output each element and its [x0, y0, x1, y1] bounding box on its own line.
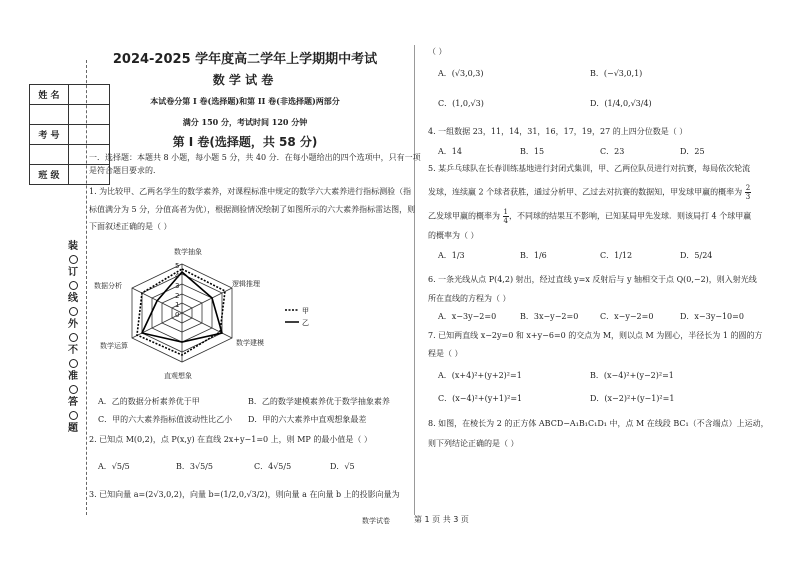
tick: 0 — [175, 311, 180, 319]
q3-option-c[interactable]: C．(1,0,√3) — [438, 99, 484, 108]
q1-option-c[interactable]: C．甲的六大素养指标值波动性比乙小 — [98, 415, 233, 424]
binding-text: 装 订 线 外 不 准 答 题 — [68, 241, 78, 434]
q7-option-b[interactable]: B．(x−4)²+(y−2)²=1 — [590, 371, 674, 380]
q2-option-a[interactable]: A．√5/5 — [98, 462, 130, 471]
section-instruction: 一．选择题：本题共 8 小题，每小题 5 分，共 40 分．在每小题给出的四个选项中，只有一项 — [89, 153, 421, 162]
q5-line4: 的概率为（ ） — [428, 231, 479, 240]
score-time: 满分 150 分，考试时间 120 分钟 — [182, 117, 308, 127]
q6-line1: 6. 一条光线从点 P(4,2) 射出，经过直线 y=x 反射后与 y 轴相交于点 Q(0,−2)，则入射光线 — [428, 275, 757, 284]
axis-label: 直观想象 — [164, 372, 192, 380]
q1-line3: 下面叙述正确的是（ ） — [89, 222, 172, 231]
q5-frac-b: $\frac{1}{4}$ — [503, 208, 509, 225]
svg-text:乙: 乙 — [302, 319, 309, 327]
name-field[interactable] — [69, 85, 110, 105]
q6-option-c[interactable]: C．x−y−2=0 — [600, 312, 654, 321]
q2-option-c[interactable]: C．4√5/5 — [254, 462, 292, 471]
q4-text: 4. 一组数据 23，11，14，31，16，17，19，27 的上四分位数是（ ） — [428, 127, 688, 136]
q5-option-d[interactable]: D．5/24 — [680, 251, 713, 260]
q1-option-b[interactable]: B．乙的数学建模素养优于数学抽象素养 — [248, 397, 390, 406]
q8-line2: 则下列结论正确的是（ ） — [428, 439, 519, 448]
q7-option-c[interactable]: C．(x−4)²+(y+1)²=1 — [438, 394, 523, 403]
tick: 5 — [175, 262, 180, 270]
q5-option-a[interactable]: A．1/3 — [438, 251, 465, 260]
svg-text:甲: 甲 — [302, 307, 309, 315]
part-title: 第 I 卷(选择题，共 58 分) — [172, 135, 318, 149]
q3-paren: （ ） — [428, 47, 447, 56]
q4-option-c[interactable]: C．23 — [600, 147, 625, 156]
axis-label: 逻辑推理 — [232, 280, 260, 288]
page-number: 第 1 页 共 3 页 — [414, 515, 469, 524]
q5-frac-a: $\frac{2}{3}$ — [745, 184, 751, 201]
tick: 4 — [175, 272, 180, 280]
axis-label: 数学抽象 — [174, 248, 202, 256]
subject-title: 数 学 试 卷 — [212, 73, 274, 87]
q2-option-b[interactable]: B．3√5/5 — [176, 462, 213, 471]
footer-subject: 数学试卷 — [362, 517, 390, 525]
tick: 3 — [175, 282, 180, 290]
q6-option-a[interactable]: A．x−3y−2=0 — [438, 312, 497, 321]
exam-description: 本试卷分第 I 卷(选择题)和第 II 卷(非选择题)两部分 — [150, 96, 340, 106]
q3-option-b[interactable]: B．(−√3,0,1) — [590, 69, 643, 78]
column-divider — [414, 45, 415, 515]
class-label: 班 级 — [30, 165, 69, 185]
q6-option-b[interactable]: B．3x−y−2=0 — [520, 312, 579, 321]
q6-line2: 所在直线的方程为（ ） — [428, 294, 511, 303]
q5-line1: 5. 某乒乓球队在长春训练基地进行封闭式集训，甲、乙两位队员进行对抗赛，每局依次轮流 — [428, 164, 751, 173]
axis-label: 数学建模 — [236, 339, 264, 347]
q7-line2: 程是（ ） — [428, 349, 463, 358]
axis-label: 数学运算 — [100, 342, 128, 350]
q5-line3: 乙发球甲赢的概率为 $\frac{1}{4}$ ，不同球的结果互不影响，已知某局甲先发球．则该局打 4 个球甲赢 — [428, 208, 752, 225]
tick: 1 — [175, 301, 180, 309]
q3-text: 3. 已知向量 a=(2√3,0,2)，向量 b=(1/2,0,√3/2)，则向量 a 在向量 b 上的投影向量为 — [89, 490, 400, 499]
tick: 2 — [175, 292, 180, 300]
q7-option-d[interactable]: D．(x−2)²+(y−1)²=1 — [590, 394, 675, 403]
q4-option-b[interactable]: B．15 — [520, 147, 545, 156]
q7-option-a[interactable]: A．(x+4)²+(y+2)²=1 — [438, 371, 522, 380]
section-instruction-2: 是符合题目要求的． — [89, 166, 161, 175]
exam-title: 2024-2025 学年度高二学年上学期期中考试 — [112, 52, 378, 67]
q6-option-d[interactable]: D．x−3y−10=0 — [680, 312, 744, 321]
q5-option-b[interactable]: B．1/6 — [520, 251, 547, 260]
q1-option-a[interactable]: A．乙的数据分析素养优于甲 — [98, 397, 200, 406]
q1-line2: 标值满分为 5 分，分值高者为优），根据测验情况绘制了如图所示的六大素养指标雷达图，则 — [89, 205, 416, 214]
q4-option-d[interactable]: D．25 — [680, 147, 705, 156]
q4-option-a[interactable]: A．14 — [438, 147, 462, 156]
spacer-cell — [30, 105, 69, 125]
q1-option-d[interactable]: D．甲的六大素养中直观想象最差 — [248, 415, 367, 424]
q7-line1: 7. 已知两直线 x−2y=0 和 x+y−6=0 的交点为 M，则以点 M 为圆心，半径长为 1 的圆的方 — [428, 331, 763, 340]
spacer-cell — [30, 145, 69, 165]
radar-chart — [92, 242, 402, 382]
name-label: 姓 名 — [30, 85, 69, 105]
binding-line — [86, 60, 87, 515]
legend — [285, 307, 309, 327]
axis-label: 数据分析 — [94, 282, 122, 290]
q1-line1: 1. 为比较甲、乙两名学生的数学素养，对课程标准中规定的数学六大素养进行指标测验（指 — [89, 187, 412, 196]
q5-option-c[interactable]: C．1/12 — [600, 251, 633, 260]
q5-line2: 发球，连续赢 2 个球者获胜，通过分析甲、乙过去对抗赛的数据知，甲发球甲赢的概率为 $\frac{2}{3}$ — [428, 184, 751, 201]
q8-line1: 8. 如图，在棱长为 2 的正方体 ABCD−A₁B₁C₁D₁ 中，点 M 在线段 BC₁（不含端点）上运动， — [428, 419, 769, 428]
q3-option-a[interactable]: A．(√3,0,3) — [438, 69, 484, 78]
q3-option-d[interactable]: D．(1/4,0,√3/4) — [590, 99, 652, 108]
id-field[interactable] — [69, 125, 110, 145]
id-label: 考 号 — [30, 125, 69, 145]
q2-text: 2. 已知点 M(0,2)，点 P(x,y) 在直线 2x+y−1=0 上，则 MP 的最小值是（ ） — [89, 435, 372, 444]
q2-option-d[interactable]: D．√5 — [330, 462, 355, 471]
